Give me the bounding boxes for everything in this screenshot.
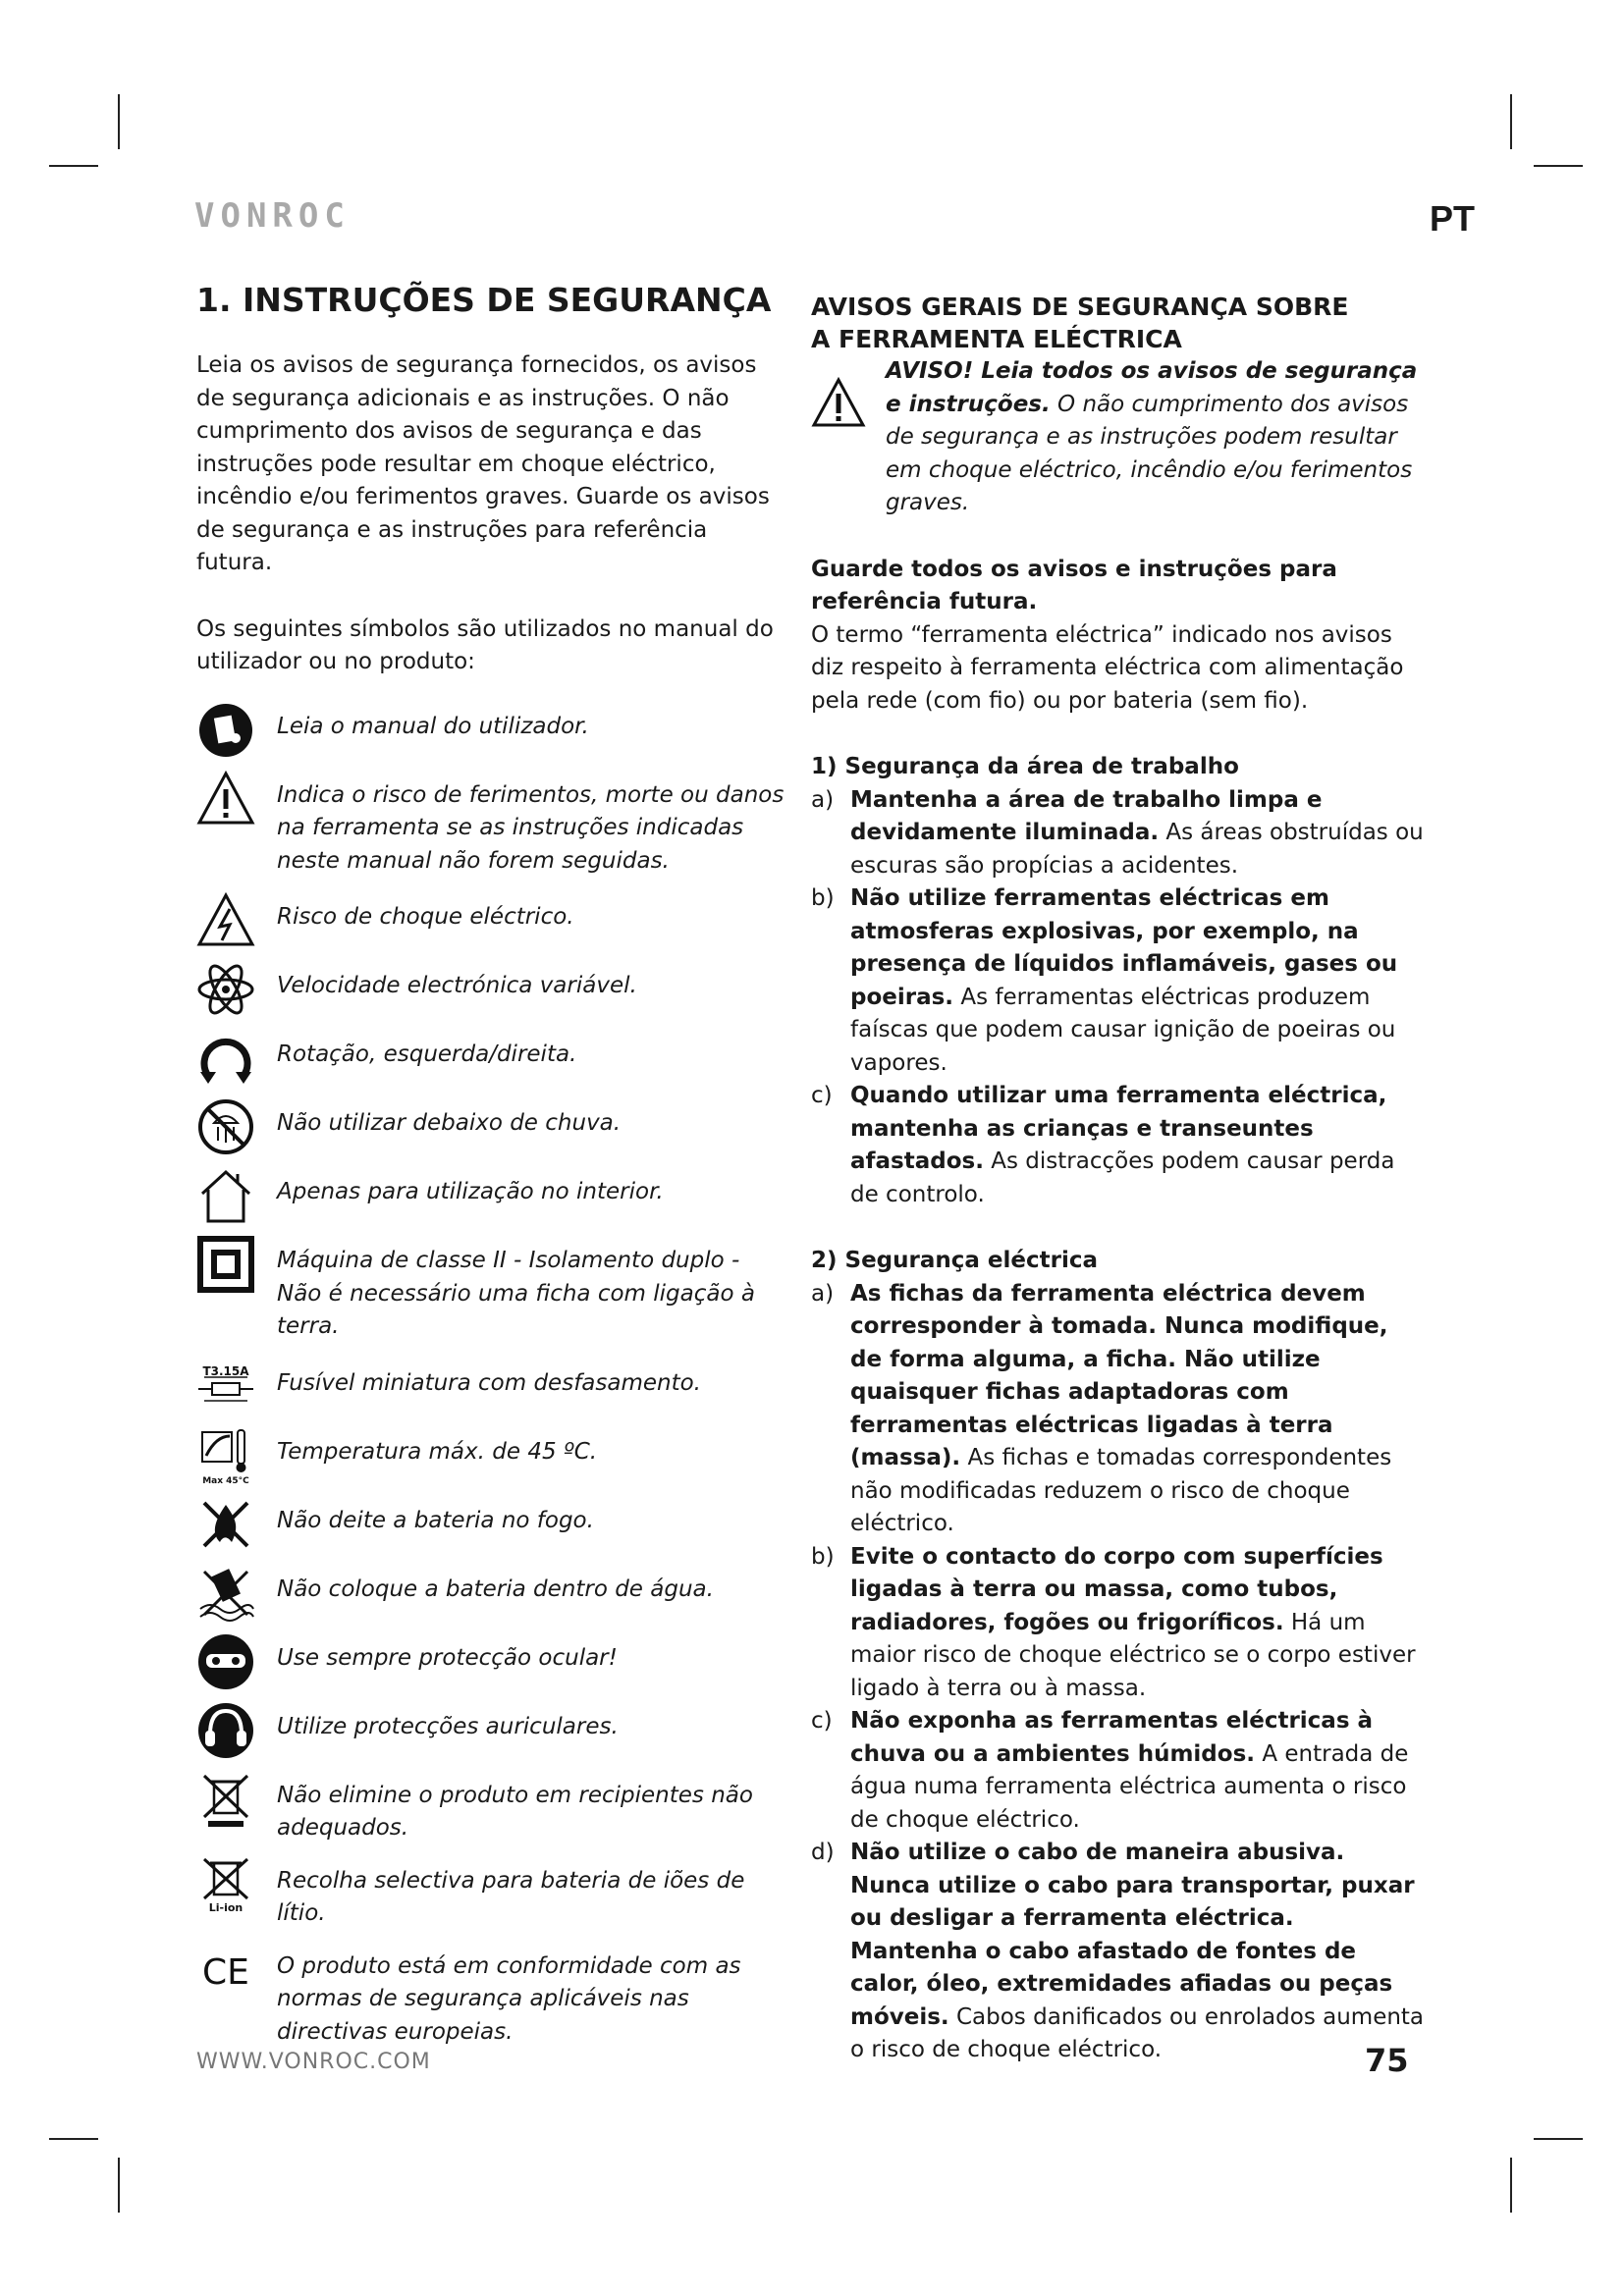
item-bold: Quando utilizar uma ferramenta eléctrica, mantenha as crianças e transeuntes afastados.: [850, 1083, 1387, 1174]
no-fire-icon: [196, 1495, 255, 1554]
warning-text: [886, 355, 1425, 520]
item-text: As fichas e tomadas correspondentes não modificadas reduzem o risco de choque eléctrico.: [850, 1445, 1392, 1536]
section-title: 1. INSTRUÇÕES DE SEGURANÇA: [196, 281, 772, 319]
brand-logo: VONROC: [194, 196, 351, 236]
list-item: [811, 1080, 1425, 1211]
crossed-bin-icon: [196, 1770, 255, 1829]
symbol-description: Não utilizar debaixo de chuva.: [277, 1110, 622, 1136]
symbol-description: O produto está em conformidade com as normas de segurança aplicáveis nas directivas europeias.: [277, 1952, 741, 2045]
thermometer-icon: [196, 1426, 255, 1485]
symbol-row: [196, 1770, 785, 1845]
symbol-row: [196, 1495, 785, 1554]
warning-triangle-icon: [196, 770, 255, 828]
crop-mark: [118, 2158, 120, 2213]
item-text: Há um maior risco de choque eléctrico se o corpo estiver ligado à terra ou à massa.: [850, 1609, 1416, 1701]
atom-icon: [196, 960, 255, 1019]
manual-icon: [196, 701, 255, 760]
class-ii-icon: [196, 1235, 255, 1294]
crop-mark: [1534, 165, 1583, 167]
subsection-title: 2) Segurança eléctrica: [811, 1248, 1099, 1273]
symbol-description: Fusível miniatura com desfasamento.: [277, 1369, 701, 1396]
electric-shock-icon: [196, 891, 255, 950]
symbol-description: Não deite a bateria no fogo.: [277, 1507, 594, 1533]
right-column: [811, 281, 1425, 2067]
svg-text:T3.15A: T3.15A: [202, 1363, 249, 1378]
item-bold: Não exponha as ferramentas eléctricas à chuva ou a ambientes húmidos.: [850, 1708, 1374, 1767]
symbol-description: Velocidade electrónica variável.: [277, 973, 637, 998]
list-item: [811, 1541, 1425, 1706]
crop-mark: [49, 2138, 98, 2140]
symbol-description: Não coloque a bateria dentro de água.: [277, 1575, 714, 1602]
symbol-description: Utilize protecções auriculares.: [277, 1713, 619, 1739]
item-body: [850, 1080, 1425, 1211]
item-bold: Mantenha a área de trabalho limpa e devidamente iluminada.: [850, 786, 1323, 845]
item-body: [850, 1278, 1425, 1541]
symbol-description: Indica o risco de ferimentos, morte ou danos na ferramenta se as instruções indicadas neste manual não forem seguidas.: [277, 781, 785, 874]
symbol-description: Temperatura máx. de 45 ºC.: [277, 1438, 598, 1465]
symbol-description: Rotação, esquerda/direita.: [277, 1041, 577, 1067]
crop-mark: [1534, 2138, 1583, 2140]
symbol-row: [196, 770, 785, 879]
warning-body: O não cumprimento dos avisos de segurança e as instruções podem resultar em choque eléctrico, incêndio e/ou ferimentos graves.: [886, 391, 1413, 515]
symbol-row: [196, 701, 785, 760]
symbol-row: [196, 1166, 785, 1225]
warning-triangle-icon: [811, 355, 886, 520]
item-bold: Não utilize ferramentas eléctricas em atmosferas explosivas, por exemplo, na presença de líquidos inflamáveis, gases ou poeiras.: [850, 885, 1398, 1010]
safety-sections: [811, 751, 1425, 2067]
title-line-2: A FERRAMENTA ELÉCTRICA: [811, 325, 1182, 353]
item-text: As distracções podem causar perda de controlo.: [850, 1148, 1395, 1207]
general-warnings-title: [811, 291, 1425, 355]
svg-text:CE: CE: [202, 1951, 249, 1993]
symbol-row: [196, 1941, 785, 2050]
list-item: [811, 1278, 1425, 1541]
item-body: [850, 1705, 1425, 1837]
item-body: [850, 882, 1425, 1080]
item-label: c): [811, 1083, 833, 1108]
page-number: 75: [1365, 2042, 1409, 2079]
item-label: a): [811, 1280, 835, 1307]
keep-instructions: [811, 554, 1425, 619]
rotation-icon: [196, 1029, 255, 1088]
warning-bold: AVISO! Leia todos os avisos de segurança e instruções.: [886, 358, 1418, 417]
item-bold: Evite o contacto do corpo com superfícies ligadas à terra ou massa, como tubos, radiadores, fogões ou frigoríficos.: [850, 1543, 1383, 1635]
symbol-row: [196, 1855, 785, 1931]
symbol-row: [196, 960, 785, 1019]
symbol-row: [196, 1097, 785, 1156]
warning-box: [811, 355, 1425, 520]
li-ion-bin-icon: [196, 1855, 255, 1914]
item-body: [850, 1541, 1425, 1706]
svg-text:Max 45°C: Max 45°C: [202, 1475, 249, 1485]
ce-icon: [196, 1941, 255, 2000]
symbol-description: Recolha selectiva para bateria de iões de lítio.: [277, 1867, 745, 1926]
symbols-intro: Os seguintes símbolos são utilizados no manual do utilizador ou no produto:: [196, 615, 774, 674]
symbol-description: Máquina de classe II - Isolamento duplo - Não é necessário uma ficha com ligação à terra.: [277, 1248, 755, 1339]
no-rain-icon: [196, 1097, 255, 1156]
symbol-row: [196, 1426, 785, 1485]
intro-paragraph: Leia os avisos de segurança fornecidos, os avisos de segurança adicionais e as instruções. O não cumprimento dos avisos de segurança e das instruções pode resultar em choque eléctrico, incêndio e/ou ferimentos graves. Guarde os avisos de segurança e as instruções para referência futura.: [196, 352, 770, 575]
symbol-description: Não elimine o produto em recipientes não adequados.: [277, 1782, 753, 1841]
symbol-row: [196, 1358, 785, 1416]
symbol-list: [196, 701, 785, 2050]
svg-text:Li-ion: Li-ion: [208, 1900, 244, 1914]
crop-mark: [1510, 2158, 1512, 2213]
house-icon: [196, 1166, 255, 1225]
item-text: As ferramentas eléctricas produzem faíscas que podem causar ignição de poeiras ou vapores.: [850, 984, 1396, 1076]
crop-mark: [1510, 94, 1512, 149]
item-body: [850, 1837, 1425, 2067]
item-text: A entrada de água numa ferramenta eléctrica aumenta o risco de choque eléctrico.: [850, 1740, 1409, 1833]
symbol-row: [196, 1235, 785, 1344]
subsection-title: 1) Segurança da área de trabalho: [811, 754, 1239, 779]
symbol-description: Apenas para utilização no interior.: [277, 1179, 664, 1204]
symbol-row: [196, 1564, 785, 1623]
no-water-icon: [196, 1564, 255, 1623]
term-definition: O termo “ferramenta eléctrica” indicado nos avisos diz respeito à ferramenta eléctrica com alimentação pela rede (com fio) ou por bateria (sem fio).: [811, 621, 1404, 714]
list-item: [811, 784, 1425, 883]
symbol-description: Use sempre protecção ocular!: [277, 1644, 618, 1671]
symbol-description: Risco de choque eléctrico.: [277, 904, 574, 930]
left-column: [196, 281, 785, 2062]
symbol-row: [196, 1632, 785, 1691]
keep-bold: Guarde todos os avisos e instruções para referência futura.: [811, 556, 1337, 614]
item-bold: As fichas da ferramenta eléctrica devem corresponder à tomada. Nunca modifique, de forma alguma, a ficha. Não utilize quaisquer fichas adaptadoras com ferramentas eléctricas ligadas à terra (massa).: [850, 1280, 1388, 1470]
item-label: d): [811, 1840, 835, 1865]
symbol-row: [196, 1701, 785, 1760]
item-text: As áreas obstruídas ou escuras são propícias a acidentes.: [850, 820, 1424, 879]
footer-url: WWW.VONROC.COM: [196, 2050, 431, 2074]
symbol-row: [196, 891, 785, 950]
item-bold: Não utilize o cabo de maneira abusiva. Nunca utilize o cabo para transportar, puxar ou desligar a ferramenta eléctrica. Mantenha o cabo afastado de fontes de calor, óleo, extremidades afiadas ou peças móveis.: [850, 1840, 1415, 2030]
item-label: b): [811, 885, 835, 911]
list-item: [811, 882, 1425, 1080]
crop-mark: [118, 94, 120, 149]
symbol-row: [196, 1029, 785, 1088]
item-label: a): [811, 786, 835, 813]
title-line-1: AVISOS GERAIS DE SEGURANÇA SOBRE: [811, 293, 1349, 321]
ear-protection-icon: [196, 1701, 255, 1760]
fuse-icon: [196, 1358, 255, 1416]
item-body: [850, 784, 1425, 883]
crop-mark: [49, 165, 98, 167]
item-label: c): [811, 1708, 833, 1734]
eye-protection-icon: [196, 1632, 255, 1691]
list-item: [811, 1705, 1425, 1837]
symbol-description: Leia o manual do utilizador.: [277, 713, 589, 739]
item-label: b): [811, 1543, 835, 1570]
language-code: PT: [1430, 198, 1476, 239]
item-text: Cabos danificados ou enrolados aumenta o risco de choque eléctrico.: [850, 2003, 1425, 2062]
list-item: [811, 1837, 1425, 2067]
